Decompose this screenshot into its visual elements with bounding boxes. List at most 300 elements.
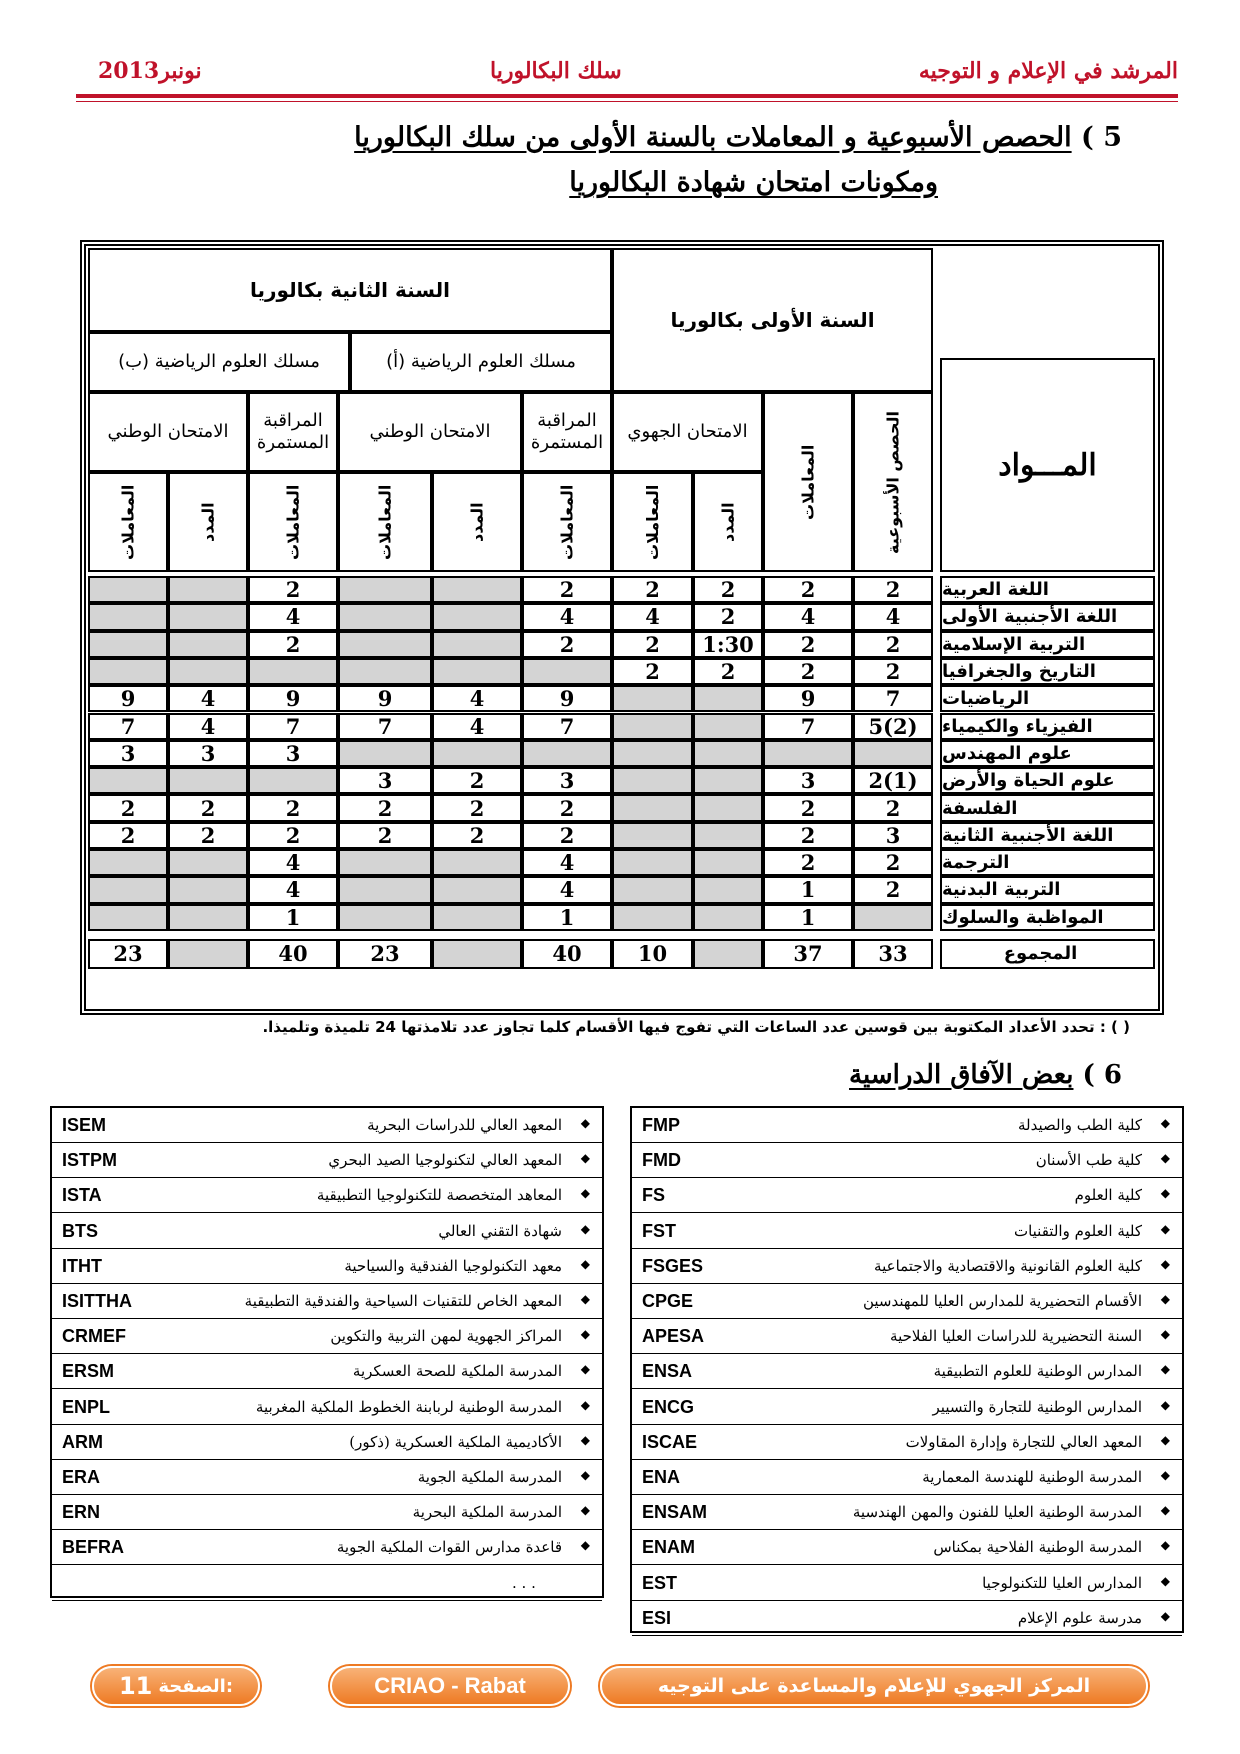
institution-abbr: APESA xyxy=(642,1326,705,1347)
table-cell xyxy=(612,794,693,821)
table-cell: 3 xyxy=(853,822,933,849)
table-cell: 2 xyxy=(88,794,168,821)
table-cell: 2 xyxy=(338,794,432,821)
table-cell: 4 xyxy=(763,603,853,630)
table-cell: 2 xyxy=(168,794,248,821)
regional-exam-header: الامتحان الجهوي xyxy=(612,392,763,472)
institution-abbr: FSGES xyxy=(642,1255,704,1276)
table-cell: 3 xyxy=(763,767,853,794)
table-cell xyxy=(693,794,763,821)
year1-header: السنة الأولى بكالوريا xyxy=(612,248,933,392)
bullet-icon: ◆ xyxy=(1160,1538,1170,1553)
year2-header: السنة الثانية بكالوريا xyxy=(88,248,612,332)
table-cell: 2 xyxy=(612,576,693,603)
table-cell: 2 xyxy=(693,603,763,630)
table-cell: 2 xyxy=(853,631,933,658)
bullet-icon: ◆ xyxy=(580,1186,590,1201)
institution-name: المراكز الجهوية لمهن التربية والتكوين xyxy=(330,1327,562,1346)
page-header xyxy=(0,58,1240,110)
table-cell xyxy=(853,740,933,767)
institution-name: معهد التكنولوجيا الفندقية والسياحية xyxy=(344,1256,562,1275)
table-cell xyxy=(522,740,612,767)
institution-row xyxy=(52,1249,602,1284)
table-cell xyxy=(612,876,693,903)
institution-name: كلية الطب والصيدلة xyxy=(1018,1116,1142,1134)
table-cell: 3 xyxy=(522,767,612,794)
footer-page xyxy=(92,1666,260,1706)
table-cell xyxy=(612,849,693,876)
table-cell xyxy=(693,904,763,931)
table-cell: 2 xyxy=(338,822,432,849)
table-cell xyxy=(432,658,522,685)
table-cell xyxy=(168,767,248,794)
bullet-icon: ◆ xyxy=(580,1327,590,1342)
bullet-icon: ◆ xyxy=(1160,1432,1170,1447)
institution-name: المعهد العالي للتجارة وإدارة المقاولات xyxy=(905,1432,1142,1451)
table-cell xyxy=(432,631,522,658)
subject-name: الرياضيات xyxy=(940,685,1155,712)
subject-name: المواظبة والسلوك xyxy=(940,904,1155,931)
institution-row xyxy=(52,1425,602,1460)
table-cell xyxy=(168,631,248,658)
institution-name: السنة التحضيرية للدراسات العليا الفلاحية xyxy=(890,1327,1142,1346)
table-cell xyxy=(88,849,168,876)
institution-abbr: ERN xyxy=(62,1502,101,1523)
table-cell xyxy=(338,576,432,603)
bullet-icon: ◆ xyxy=(580,1116,590,1130)
table-cell xyxy=(88,767,168,794)
table-cell: 2 xyxy=(693,576,763,603)
bullet-icon: ◆ xyxy=(580,1362,590,1377)
table-cell: 3 xyxy=(168,740,248,767)
table-cell xyxy=(693,713,763,740)
institution-row xyxy=(632,1530,1182,1565)
table-cell xyxy=(88,876,168,903)
institution-abbr: BTS xyxy=(62,1220,98,1241)
institution-abbr: ARM xyxy=(62,1431,103,1452)
table-cell: 2 xyxy=(248,576,338,603)
institution-name: المدارس العليا للتكنولوجيا xyxy=(982,1573,1142,1592)
table-cell xyxy=(338,904,432,931)
subject-name: التربية البدنية xyxy=(940,876,1155,903)
table-cell: 2 xyxy=(522,822,612,849)
table-cell: 2 xyxy=(248,794,338,821)
institution-name: المعاهد المتخصصة للتكنولوجيا التطبيقية xyxy=(316,1186,562,1205)
table-cell xyxy=(432,876,522,903)
table-cell: 2 xyxy=(248,631,338,658)
table-cell: 1 xyxy=(763,876,853,903)
table-cell: 4 xyxy=(168,685,248,712)
institution-abbr: CRMEF xyxy=(62,1326,126,1347)
table-cell: 4 xyxy=(168,713,248,740)
table-cell: 4 xyxy=(248,849,338,876)
institution-abbr: ENAM xyxy=(642,1537,695,1558)
institution-abbr: ESI xyxy=(642,1607,672,1628)
institution-row xyxy=(52,1214,602,1249)
table-cell xyxy=(168,658,248,685)
a-dur-header: المدد xyxy=(432,472,522,572)
table-cell: 2 xyxy=(612,631,693,658)
subject-name: اللغة الأجنبية الثانية xyxy=(940,822,1155,849)
institution-row xyxy=(632,1319,1182,1354)
b-cc-coef-header: المعاملات xyxy=(248,472,338,572)
institution-name: مدرسة علوم الإعلام xyxy=(1017,1608,1142,1627)
institution-abbr: ERSM xyxy=(62,1361,115,1382)
institution-name: الأقسام التحضيرية للمدارس العليا للمهندسين xyxy=(862,1292,1142,1310)
table-cell: 4 xyxy=(612,603,693,630)
table-cell xyxy=(432,849,522,876)
table-cell xyxy=(612,740,693,767)
bullet-icon: ◆ xyxy=(1160,1116,1170,1130)
subjects-header: المـــواد xyxy=(940,358,1155,572)
institution-row xyxy=(632,1601,1182,1636)
b-dur-header: المدد xyxy=(168,472,248,572)
continuous-a-header: المراقبة المستمرة xyxy=(522,392,612,472)
header-rule xyxy=(76,94,1178,98)
institution-row xyxy=(632,1566,1182,1601)
institution-abbr: ENSAM xyxy=(642,1502,708,1523)
table-cell: 2 xyxy=(168,822,248,849)
bullet-icon: ◆ xyxy=(1160,1221,1170,1236)
bullet-icon: ◆ xyxy=(1160,1186,1170,1201)
footer-org: CRIAO - Rabat xyxy=(330,1666,570,1706)
table-cell xyxy=(88,603,168,630)
table-cell xyxy=(168,576,248,603)
total-cell: 10 xyxy=(612,939,693,969)
institution-abbr: ISCAE xyxy=(642,1431,698,1452)
table-cell xyxy=(88,576,168,603)
institution-name: المدرسة الملكية للصحة العسكرية xyxy=(352,1362,562,1381)
table-cell xyxy=(338,658,432,685)
a-cc-coef-header: المعاملات xyxy=(522,472,612,572)
institution-row xyxy=(632,1390,1182,1425)
table-cell: 9 xyxy=(248,685,338,712)
bullet-icon: ◆ xyxy=(1160,1327,1170,1342)
table-cell xyxy=(168,849,248,876)
total-cell xyxy=(168,939,248,969)
footer-page-number: 11 xyxy=(118,1672,153,1700)
table-cell: 7 xyxy=(763,713,853,740)
institution-abbr: FS xyxy=(642,1185,666,1206)
table-cell xyxy=(88,631,168,658)
bullet-icon: ◆ xyxy=(1160,1151,1170,1166)
table-cell xyxy=(338,603,432,630)
institution-name: كلية طب الأسنان xyxy=(1035,1151,1142,1170)
table-cell xyxy=(432,904,522,931)
table-cell: 9 xyxy=(88,685,168,712)
institution-name: . . . xyxy=(512,1573,536,1592)
section6-title xyxy=(849,1060,1122,1090)
table-cell: 1 xyxy=(248,904,338,931)
institution-name: المعهد العالي للدراسات البحرية xyxy=(367,1116,562,1134)
table-cell xyxy=(693,740,763,767)
header-rule-thin xyxy=(76,101,1178,102)
table-cell: 4 xyxy=(522,849,612,876)
table-footnote: ( ) : تحدد الأعداد المكتوبة بين قوسين عدد الساعات التي تفوج فيها الأقسام كلما تجاوز عدد تلامذتها 24 تلميذة وتلميذا. xyxy=(262,1018,1130,1036)
header-cycle-title: سلك البكالوريا xyxy=(490,58,622,84)
continuous-b-header: المراقبة المستمرة xyxy=(248,392,338,472)
table-cell: 4 xyxy=(853,603,933,630)
bullet-icon: ◆ xyxy=(580,1503,590,1518)
table-cell xyxy=(693,849,763,876)
bullet-icon: ◆ xyxy=(1160,1362,1170,1377)
table-cell xyxy=(338,631,432,658)
institution-row xyxy=(52,1354,602,1389)
coef1-header: المعاملات xyxy=(763,392,853,572)
section6-title-text: بعض الآفاق الدراسية xyxy=(849,1060,1074,1090)
institution-row xyxy=(632,1495,1182,1530)
institution-row xyxy=(52,1495,602,1530)
b-coef-header: المعاملات xyxy=(88,472,168,572)
total-cell: 37 xyxy=(763,939,853,969)
institution-abbr: ISITTHA xyxy=(62,1291,132,1311)
table-cell: 3 xyxy=(338,767,432,794)
subject-name: التاريخ والجغرافيا xyxy=(940,658,1155,685)
institution-abbr: ENA xyxy=(642,1467,681,1487)
institution-abbr: ENSA xyxy=(642,1361,693,1382)
table-cell: 2 xyxy=(763,849,853,876)
table-cell xyxy=(168,603,248,630)
table-cell xyxy=(168,876,248,903)
bullet-icon: ◆ xyxy=(580,1292,590,1306)
total-cell xyxy=(693,939,763,969)
table-cell xyxy=(248,658,338,685)
a-coef-header: المعاملات xyxy=(338,472,432,572)
institution-row xyxy=(632,1108,1182,1143)
table-cell: 7 xyxy=(88,713,168,740)
table-cell: 2 xyxy=(693,658,763,685)
table-cell xyxy=(168,904,248,931)
bullet-icon: ◆ xyxy=(580,1432,590,1447)
table-cell: 2 xyxy=(248,822,338,849)
table-cell: 7 xyxy=(248,713,338,740)
table-cell: 4 xyxy=(522,603,612,630)
bullet-icon: ◆ xyxy=(580,1256,590,1271)
institution-name: المدرسة الوطنية العليا للفنون والمهن الهندسية xyxy=(852,1503,1142,1522)
table-cell xyxy=(338,849,432,876)
reg-dur-header: المدد xyxy=(693,472,763,572)
table-cell: 2 xyxy=(432,767,522,794)
institution-row xyxy=(52,1390,602,1425)
bullet-icon: ◆ xyxy=(1160,1573,1170,1588)
table-cell xyxy=(612,685,693,712)
table-cell: 2 xyxy=(432,822,522,849)
institution-abbr: ISTPM xyxy=(62,1150,118,1171)
subject-name: اللغة الأجنبية الأولى xyxy=(940,603,1155,630)
institution-abbr: BEFRA xyxy=(62,1537,124,1558)
institution-name: كلية العلوم والتقنيات xyxy=(1013,1221,1142,1240)
table-cell: 1 xyxy=(763,904,853,931)
institution-name: المدارس الوطنية للتجارة والتسيير xyxy=(932,1397,1142,1416)
table-cell: 2 xyxy=(853,876,933,903)
section5-subtitle xyxy=(569,167,938,198)
subject-name: علوم الحياة والأرض xyxy=(940,767,1155,794)
section6-number: 6 ) xyxy=(1082,1060,1122,1090)
institution-name: الأكاديمية الملكية العسكرية (ذكور) xyxy=(349,1432,562,1451)
track-b-header: مسلك العلوم الرياضية (ب) xyxy=(88,332,350,392)
institution-row xyxy=(632,1425,1182,1460)
table-cell xyxy=(612,713,693,740)
table-cell xyxy=(693,822,763,849)
bullet-icon: ◆ xyxy=(1160,1503,1170,1518)
studies-list-left xyxy=(50,1106,604,1598)
institution-row xyxy=(632,1354,1182,1389)
institution-row xyxy=(632,1143,1182,1178)
total-cell: 40 xyxy=(248,939,338,969)
table-cell xyxy=(248,767,338,794)
table-cell: 2 xyxy=(88,822,168,849)
subject-name: علوم المهندس xyxy=(940,740,1155,767)
table-cell: 7 xyxy=(338,713,432,740)
table-cell: 2 xyxy=(612,658,693,685)
institution-name: المعهد الخاص للتقنيات السياحية والفندقية التطبيقية xyxy=(244,1292,562,1310)
table-cell: 2 xyxy=(853,849,933,876)
total-cell: 23 xyxy=(338,939,432,969)
table-cell: 2 xyxy=(763,822,853,849)
section5-title-line1: الحصص الأسبوعية و المعاملات بالسنة الأولى من سلك البكالوريا xyxy=(354,122,1072,153)
institution-name: المعهد العالي لتكنولوجيا الصيد البحري xyxy=(328,1151,562,1170)
institution-abbr: EST xyxy=(642,1572,678,1593)
bullet-icon: ◆ xyxy=(1160,1397,1170,1412)
subject-name: الترجمة xyxy=(940,849,1155,876)
table-cell: 4 xyxy=(522,876,612,903)
institution-row xyxy=(52,1460,602,1495)
institution-row xyxy=(632,1460,1182,1495)
table-cell: 2 xyxy=(522,631,612,658)
table-cell: 3 xyxy=(248,740,338,767)
institution-name: المدرسة الوطنية للهندسة المعمارية xyxy=(922,1468,1142,1486)
institution-abbr: FMD xyxy=(642,1150,681,1171)
table-cell xyxy=(522,658,612,685)
institution-row xyxy=(52,1178,602,1213)
table-cell xyxy=(612,767,693,794)
header-date: نونبر2013 xyxy=(98,58,202,84)
table-cell: 5(2) xyxy=(853,713,933,740)
subject-name: الفيزياء والكيمياء xyxy=(940,713,1155,740)
table-cell: 2 xyxy=(522,794,612,821)
table-cell xyxy=(612,904,693,931)
bullet-icon: ◆ xyxy=(580,1221,590,1236)
total-cell: 33 xyxy=(853,939,933,969)
institution-row xyxy=(52,1530,602,1565)
table-cell: 9 xyxy=(522,685,612,712)
section5-number: 5 ) xyxy=(1081,122,1122,153)
table-cell: 1 xyxy=(522,904,612,931)
total-label: المجموع xyxy=(940,939,1155,969)
table-cell: 1:30 xyxy=(693,631,763,658)
institution-name: كلية العلوم xyxy=(1074,1186,1142,1205)
table-cell: 7 xyxy=(853,685,933,712)
bullet-icon: ◆ xyxy=(1160,1608,1170,1623)
subject-name: اللغة العربية xyxy=(940,576,1155,603)
institution-abbr: ISTA xyxy=(62,1185,102,1206)
header-guide-title: المرشد في الإعلام و التوجيه xyxy=(918,58,1178,84)
table-cell: 2(1) xyxy=(853,767,933,794)
institution-row xyxy=(632,1214,1182,1249)
institution-name: المدرسة الوطنية لربابنة الخطوط الملكية المغربية xyxy=(255,1397,562,1416)
subject-name: الفلسفة xyxy=(940,794,1155,821)
institution-abbr: ENCG xyxy=(642,1396,695,1417)
table-cell xyxy=(338,876,432,903)
institution-abbr: FST xyxy=(642,1220,676,1241)
total-cell xyxy=(432,939,522,969)
table-cell: 4 xyxy=(432,713,522,740)
table-cell xyxy=(853,904,933,931)
table-cell xyxy=(432,576,522,603)
table-cell xyxy=(612,822,693,849)
table-cell: 4 xyxy=(432,685,522,712)
bullet-icon: ◆ xyxy=(580,1397,590,1412)
table-cell xyxy=(693,685,763,712)
table-cell: 3 xyxy=(88,740,168,767)
table-cell: 4 xyxy=(248,876,338,903)
institution-abbr: ISEM xyxy=(62,1115,107,1135)
institution-name: شهادة التقني العالي xyxy=(438,1221,562,1240)
table-cell xyxy=(432,740,522,767)
table-cell xyxy=(338,740,432,767)
table-cell: 2 xyxy=(763,794,853,821)
table-cell: 2 xyxy=(763,631,853,658)
bullet-icon: ◆ xyxy=(580,1151,590,1166)
table-cell xyxy=(88,904,168,931)
table-cell: 2 xyxy=(522,576,612,603)
total-cell: 40 xyxy=(522,939,612,969)
table-cell: 2 xyxy=(853,794,933,821)
footer-center-name: المركز الجهوي للإعلام والمساعدة على التوجيه xyxy=(600,1666,1148,1706)
table-cell: 2 xyxy=(432,794,522,821)
institution-name: المدارس الوطنية للعلوم التطبيقية xyxy=(933,1362,1142,1381)
national-exam-b-header: الامتحان الوطني xyxy=(88,392,248,472)
table-cell: 9 xyxy=(763,685,853,712)
institution-name: كلية العلوم القانونية والاقتصادية والاجتماعية xyxy=(874,1256,1142,1275)
subject-name: التربية الإسلامية xyxy=(940,631,1155,658)
institution-row xyxy=(52,1566,602,1601)
table-cell: 2 xyxy=(853,576,933,603)
institution-abbr: ENPL xyxy=(62,1396,111,1417)
institution-abbr: ITHT xyxy=(62,1255,102,1276)
institution-abbr: ERA xyxy=(62,1467,101,1487)
total-cell: 23 xyxy=(88,939,168,969)
institution-row xyxy=(632,1178,1182,1213)
institution-abbr: CPGE xyxy=(642,1291,694,1311)
table-cell: 2 xyxy=(763,658,853,685)
table-cell: 2 xyxy=(853,658,933,685)
table-cell: 4 xyxy=(248,603,338,630)
institution-row xyxy=(632,1284,1182,1319)
section5-title-line2: ومكونات امتحان شهادة البكالوريا xyxy=(569,167,938,198)
table-cell xyxy=(763,740,853,767)
table-cell xyxy=(432,603,522,630)
table-cell xyxy=(693,876,763,903)
studies-list-right xyxy=(630,1106,1184,1633)
bullet-icon: ◆ xyxy=(580,1538,590,1553)
weekly-hours-header: الحصص الأسبوعية xyxy=(853,392,933,572)
footer-page-label: الصفحة: xyxy=(158,1675,234,1697)
institution-name: المدرسة الملكية الجوية xyxy=(417,1468,562,1486)
bullet-icon: ◆ xyxy=(580,1468,590,1482)
table-cell: 7 xyxy=(522,713,612,740)
table-cell: 9 xyxy=(338,685,432,712)
table-cell xyxy=(88,658,168,685)
track-a-header: مسلك العلوم الرياضية (أ) xyxy=(350,332,612,392)
institution-row xyxy=(52,1319,602,1354)
bullet-icon: ◆ xyxy=(1160,1292,1170,1306)
bullet-icon: ◆ xyxy=(1160,1468,1170,1482)
institution-name: المدرسة الملكية البحرية xyxy=(412,1503,562,1522)
institution-abbr: FMP xyxy=(642,1115,680,1135)
institution-row xyxy=(52,1143,602,1178)
bullet-icon: ◆ xyxy=(1160,1256,1170,1271)
